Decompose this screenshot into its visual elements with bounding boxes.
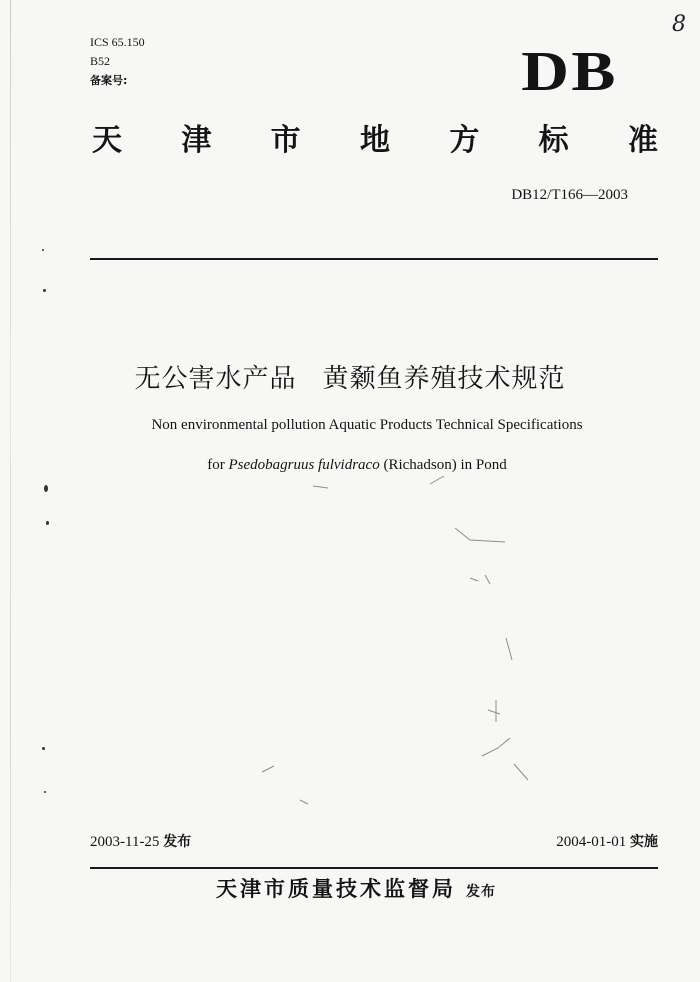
standard-title-char: 方 xyxy=(449,123,480,158)
standard-title-char: 准 xyxy=(627,123,658,158)
classification-block xyxy=(90,33,145,90)
category-code: B52 xyxy=(90,54,111,68)
record-number-label: 备案号: xyxy=(90,74,128,87)
bottom-divider xyxy=(90,867,658,869)
species-name: Psedobagruus fulvidraco xyxy=(228,457,380,473)
issuing-authority xyxy=(0,873,700,903)
implementation-date: 2004-01-01 xyxy=(556,834,627,850)
standard-title-char: 津 xyxy=(181,123,212,158)
en-title-prefix: for xyxy=(207,457,225,473)
en-title-suffix: (Richadson) in Pond xyxy=(383,457,507,473)
implementation-date-block xyxy=(556,831,658,851)
issuer-suffix: 发布 xyxy=(466,884,496,900)
cn-title-part1: 无公害水产品 xyxy=(134,364,297,394)
standard-number: DB12/T166—2003 xyxy=(511,187,628,203)
english-title-line2 xyxy=(0,457,700,474)
issuer-name: 天津市质量技术监督局 xyxy=(216,877,456,901)
standard-title-char: 天 xyxy=(92,123,122,158)
db-logo: DB xyxy=(521,41,618,103)
english-title-line1: Non environmental pollution Aquatic Products Technical Specifications xyxy=(151,417,583,433)
top-divider xyxy=(90,258,658,260)
standard-title-char: 市 xyxy=(270,123,301,158)
issue-date: 2003-11-25 xyxy=(90,834,160,850)
chinese-document-title xyxy=(0,366,700,392)
standard-type-title xyxy=(92,123,658,158)
standard-title-char: 标 xyxy=(538,123,569,158)
issue-label: 发布 xyxy=(163,834,192,850)
standard-title-char: 地 xyxy=(359,123,390,158)
issue-date-block xyxy=(90,831,191,851)
implementation-label: 实施 xyxy=(630,834,658,850)
cn-title-part2: 黄颡鱼养殖技术规范 xyxy=(322,364,566,394)
handwritten-page-mark: 8 xyxy=(672,12,686,37)
ics-code: ICS 65.150 xyxy=(90,35,145,49)
